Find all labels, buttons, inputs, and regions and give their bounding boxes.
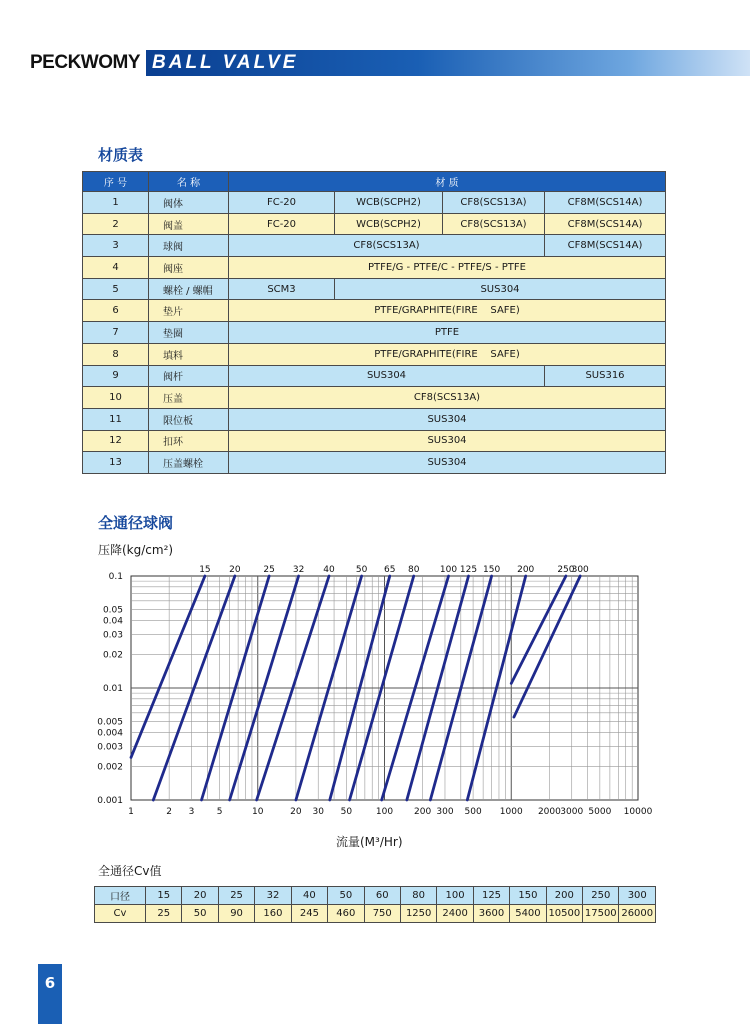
material-cell: SUS304 [229, 365, 545, 387]
x-tick-label: 20 [290, 807, 302, 817]
cv-cell: 40 [291, 887, 327, 905]
y-tick-label: 0.003 [97, 742, 123, 753]
materials-title: 材质表 [98, 146, 144, 164]
material-cell: SCM3 [229, 278, 335, 300]
x-tick-label: 2000 [537, 807, 561, 817]
x-tick-label: 5 [216, 807, 223, 817]
row-name: 垫片 [149, 300, 229, 322]
material-cell: SUS304 [229, 430, 666, 452]
cv-row-label: Cv [95, 905, 146, 923]
row-name: 阀杆 [149, 365, 229, 387]
chart-xlabel: 流量(M³/Hr) [336, 835, 403, 849]
row-no: 6 [83, 300, 149, 322]
material-cell: WCB(SCPH2) [335, 213, 443, 235]
header-material: 材 质 [229, 172, 666, 192]
row-name: 填料 [149, 343, 229, 365]
row-no: 10 [83, 387, 149, 409]
cv-cell: 100 [437, 887, 473, 905]
cv-row-label: 口径 [95, 887, 146, 905]
cv-cell: 125 [473, 887, 509, 905]
row-name: 扣环 [149, 430, 229, 452]
row-no: 4 [83, 257, 149, 279]
material-cell: WCB(SCPH2) [335, 192, 443, 214]
row-no: 9 [83, 365, 149, 387]
cv-cell: 150 [510, 887, 546, 905]
x-tick-label: 1 [128, 807, 134, 817]
row-no: 1 [83, 192, 149, 214]
y-tick-label: 0.02 [102, 650, 123, 661]
row-no: 8 [83, 343, 149, 365]
series-label-15: 15 [199, 565, 211, 575]
y-tick-label: 0.1 [108, 572, 123, 582]
row-name: 阀盖 [149, 213, 229, 235]
material-cell: FC-20 [229, 192, 335, 214]
cv-cell: 90 [218, 905, 254, 923]
cv-table [94, 886, 656, 923]
series-label-25: 25 [263, 565, 275, 575]
cv-cell: 1250 [400, 905, 436, 923]
y-tick-label: 0.004 [97, 728, 123, 739]
series-label-80: 80 [407, 565, 420, 575]
row-name: 垫圈 [149, 322, 229, 344]
flow-section-title: 全通径球阀 [98, 514, 174, 532]
cv-cell: 50 [328, 887, 364, 905]
x-tick-label: 300 [436, 807, 454, 817]
cv-cell: 300 [619, 887, 656, 905]
y-tick-label: 0.04 [102, 616, 123, 627]
row-no: 3 [83, 235, 149, 257]
series-label-65: 65 [384, 565, 396, 575]
row-name: 螺栓 / 螺帽 [149, 278, 229, 300]
x-tick-label: 500 [464, 807, 482, 817]
cv-cell: 160 [255, 905, 291, 923]
material-cell: PTFE/GRAPHITE(FIRE SAFE) [229, 343, 666, 365]
row-name: 球阀 [149, 235, 229, 257]
x-tick-label: 200 [414, 807, 432, 817]
row-no: 7 [83, 322, 149, 344]
cv-cell: 60 [364, 887, 400, 905]
banner-title: BALL VALVE [152, 52, 299, 73]
material-cell: SUS304 [335, 278, 666, 300]
series-label-40: 40 [323, 565, 335, 575]
cv-cell: 26000 [619, 905, 656, 923]
row-no: 5 [83, 278, 149, 300]
series-label-20: 20 [229, 565, 241, 575]
cv-size-row [95, 887, 656, 905]
x-tick-label: 3000 [560, 807, 584, 817]
cv-cell: 5400 [510, 905, 546, 923]
cv-cell: 25 [218, 887, 254, 905]
row-name: 限位板 [149, 408, 229, 430]
cv-cell: 250 [583, 887, 619, 905]
material-cell: CF8(SCS13A) [229, 235, 545, 257]
row-no: 11 [83, 408, 149, 430]
cv-cell: 750 [364, 905, 400, 923]
material-cell: SUS304 [229, 408, 666, 430]
page-number: 6 [44, 974, 56, 992]
cv-cell: 10500 [546, 905, 582, 923]
header-name: 名 称 [149, 172, 229, 192]
cv-cell: 245 [291, 905, 327, 923]
cv-cell: 80 [400, 887, 436, 905]
cv-cell: 3600 [473, 905, 509, 923]
row-name: 压盖螺栓 [149, 452, 229, 474]
x-tick-label: 50 [340, 807, 353, 817]
x-tick-label: 5000 [588, 807, 612, 817]
chart-ylabel: 压降(kg/cm²) [98, 543, 174, 557]
cv-cell: 32 [255, 887, 291, 905]
cv-cell: 15 [146, 887, 182, 905]
material-cell: CF8(SCS13A) [229, 387, 666, 409]
series-label-100: 100 [439, 565, 458, 575]
cv-title: 全通径Cv值 [98, 864, 162, 878]
cv-cell: 20 [182, 887, 218, 905]
material-cell: SUS316 [545, 365, 666, 387]
cv-cell: 460 [328, 905, 364, 923]
series-label-32: 32 [292, 565, 305, 575]
page-tab [38, 964, 62, 1024]
x-tick-label: 30 [312, 807, 324, 817]
row-name: 阀体 [149, 192, 229, 214]
x-tick-label: 1000 [499, 807, 523, 817]
x-tick-label: 10000 [623, 807, 653, 817]
cv-cell: 25 [146, 905, 182, 923]
y-tick-label: 0.005 [97, 717, 123, 728]
cv-cell: 200 [546, 887, 582, 905]
x-tick-label: 10 [252, 807, 264, 817]
material-cell: CF8(SCS13A) [443, 213, 545, 235]
series-label-300: 300 [571, 565, 589, 575]
row-no: 13 [83, 452, 149, 474]
row-name: 压盖 [149, 387, 229, 409]
series-label-200: 200 [517, 565, 535, 575]
material-cell: PTFE [229, 322, 666, 344]
material-cell: PTFE/GRAPHITE(FIRE SAFE) [229, 300, 666, 322]
y-tick-label: 0.01 [102, 684, 123, 694]
material-cell: FC-20 [229, 213, 335, 235]
y-tick-label: 0.001 [97, 796, 123, 806]
row-name: 阀座 [149, 257, 229, 279]
header-no: 序 号 [83, 172, 149, 192]
cv-cell: 2400 [437, 905, 473, 923]
row-no: 2 [83, 213, 149, 235]
series-label-250: 250 [557, 565, 575, 575]
cv-cell: 17500 [583, 905, 619, 923]
series-label-150: 150 [483, 565, 501, 575]
x-tick-label: 2 [166, 807, 173, 817]
y-tick-label: 0.002 [97, 762, 123, 773]
row-no: 12 [83, 430, 149, 452]
brand-logo: PECKWOMY [30, 52, 140, 73]
material-cell: CF8M(SCS14A) [545, 213, 666, 235]
series-label-50: 50 [355, 565, 368, 575]
material-cell: CF8M(SCS14A) [545, 192, 666, 214]
material-cell: CF8(SCS13A) [443, 192, 545, 214]
y-tick-label: 0.05 [102, 605, 123, 616]
material-cell: CF8M(SCS14A) [545, 235, 666, 257]
material-cell: PTFE/G - PTFE/C - PTFE/S - PTFE [229, 257, 666, 279]
x-tick-label: 3 [188, 807, 195, 817]
x-tick-label: 100 [375, 807, 394, 817]
y-tick-label: 0.03 [102, 630, 123, 641]
series-label-125: 125 [459, 565, 478, 575]
cv-cell: 50 [182, 905, 218, 923]
cv-value-row [95, 905, 656, 923]
material-cell: SUS304 [229, 452, 666, 474]
